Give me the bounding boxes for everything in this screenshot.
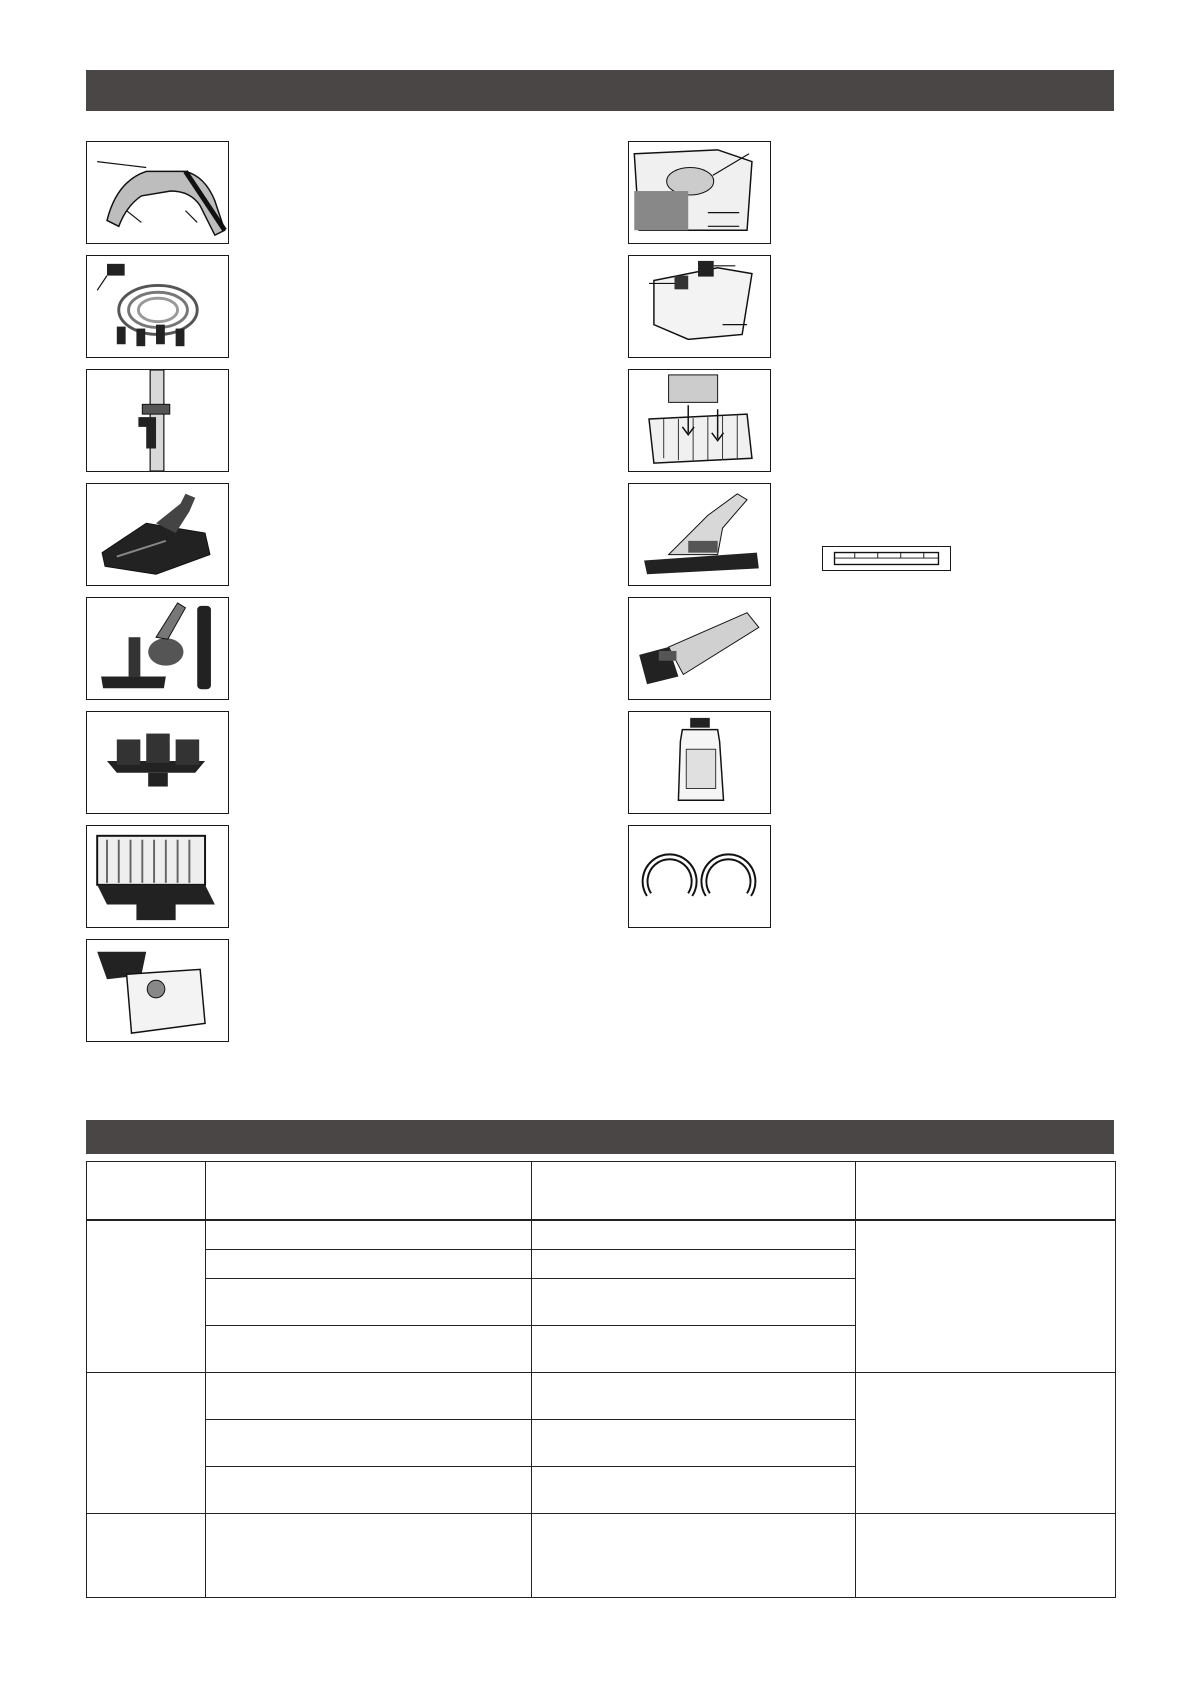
- table-header-cell: [205, 1162, 531, 1221]
- table-row: [87, 1373, 1116, 1420]
- squeegee-blade-icon: [822, 546, 951, 571]
- table-cell: [205, 1326, 531, 1373]
- window-nozzle-icon: [628, 483, 771, 586]
- hepa-filter-icon: [86, 825, 229, 928]
- accessory-nozzles-icon: [86, 597, 229, 700]
- water-filter-box-icon: [628, 141, 771, 244]
- table-cell: [531, 1220, 856, 1250]
- floor-nozzle-icon: [86, 483, 229, 586]
- table-cell: [531, 1420, 856, 1467]
- table-header-cell: [856, 1162, 1116, 1221]
- table-cell: [531, 1250, 856, 1279]
- table-cell: [205, 1420, 531, 1467]
- foam-filter-insert-icon: [628, 369, 771, 472]
- table-cell: [531, 1326, 856, 1373]
- table-cell: [531, 1514, 856, 1598]
- section-header-bar: [86, 1120, 1114, 1154]
- table-cell: [205, 1279, 531, 1326]
- table-row: [87, 1514, 1116, 1598]
- seal-rings-icon: [628, 825, 771, 928]
- table-cell: [531, 1279, 856, 1326]
- table-cell: [205, 1220, 531, 1250]
- table-cell: [87, 1373, 206, 1514]
- tube-clip-icon: [86, 369, 229, 472]
- table-header-row: [87, 1162, 1116, 1221]
- table-header-cell: [87, 1162, 206, 1221]
- defoamer-bottle-icon: [628, 711, 771, 814]
- filter-holder-icon: [86, 711, 229, 814]
- table-cell: [87, 1514, 206, 1598]
- water-tank-icon: [628, 255, 771, 358]
- table-cell: [205, 1467, 531, 1514]
- table-cell: [205, 1250, 531, 1279]
- steam-handle-icon: [86, 141, 229, 244]
- table-cell: [205, 1514, 531, 1598]
- table-header-cell: [531, 1162, 856, 1221]
- table-cell: [87, 1220, 206, 1373]
- dust-bag-icon: [86, 939, 229, 1042]
- table-cell: [205, 1373, 531, 1420]
- upholstery-nozzle-icon: [628, 597, 771, 700]
- table-row: [87, 1220, 1116, 1250]
- table-cell: [856, 1373, 1116, 1514]
- section-header-bar: [86, 70, 1114, 111]
- table-cell: [531, 1373, 856, 1420]
- table-cell: [856, 1220, 1116, 1373]
- table-cell: [531, 1467, 856, 1514]
- cable-reel-icon: [86, 255, 229, 358]
- spec-table: [86, 1161, 1116, 1598]
- table-cell: [856, 1514, 1116, 1598]
